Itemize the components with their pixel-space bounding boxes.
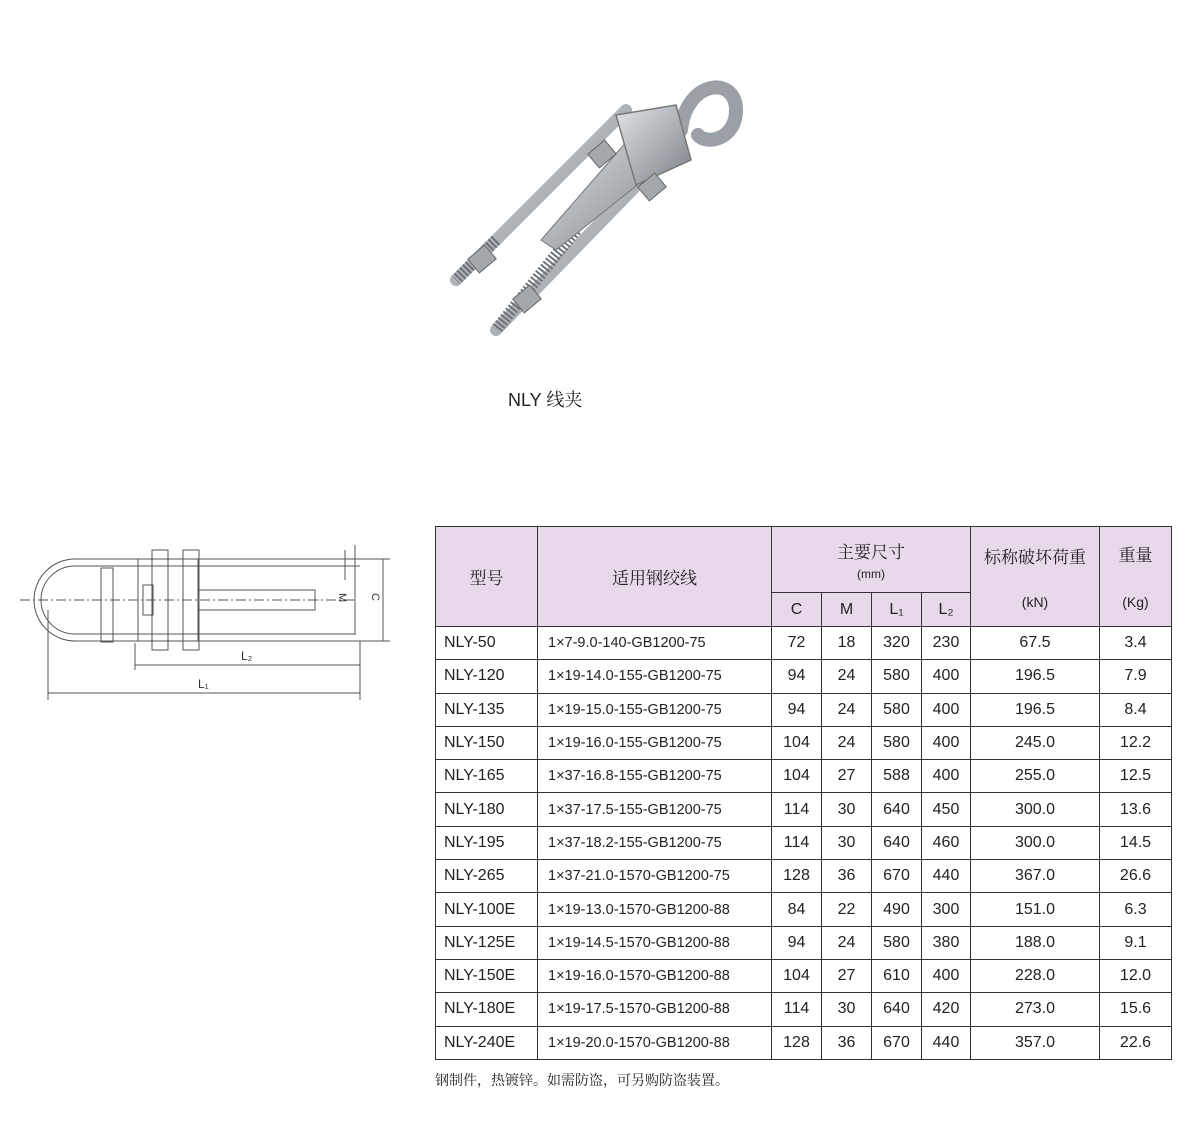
cell-model: NLY-120 <box>436 660 538 693</box>
cell-m: 24 <box>822 926 872 959</box>
table-row <box>436 926 1172 959</box>
cell-c: 94 <box>772 660 822 693</box>
cell-l2: 440 <box>922 860 971 893</box>
cell-load: 245.0 <box>971 726 1100 759</box>
cell-model: NLY-125E <box>436 926 538 959</box>
header-l1: L₁ <box>872 593 922 627</box>
cell-model: NLY-50 <box>436 627 538 660</box>
cell-weight: 12.5 <box>1100 760 1172 793</box>
cell-strand: 1×19-15.0-155-GB1200-75 <box>538 693 772 726</box>
cell-l2: 420 <box>922 993 971 1026</box>
cell-strand: 1×37-21.0-1570-GB1200-75 <box>538 860 772 893</box>
cell-model: NLY-150 <box>436 726 538 759</box>
cell-model: NLY-165 <box>436 760 538 793</box>
cell-weight: 22.6 <box>1100 1026 1172 1059</box>
table-row <box>436 660 1172 693</box>
cell-weight: 12.0 <box>1100 959 1172 992</box>
cell-m: 22 <box>822 893 872 926</box>
cell-l2: 230 <box>922 627 971 660</box>
header-l2: L₂ <box>922 593 971 627</box>
cell-strand: 1×37-18.2-155-GB1200-75 <box>538 826 772 859</box>
dim-label-l2: L₂ <box>241 649 253 663</box>
cell-l2: 400 <box>922 760 971 793</box>
cell-strand: 1×19-17.5-1570-GB1200-88 <box>538 993 772 1026</box>
cell-weight: 7.9 <box>1100 660 1172 693</box>
table-row <box>436 693 1172 726</box>
cell-weight: 26.6 <box>1100 860 1172 893</box>
cell-weight: 8.4 <box>1100 693 1172 726</box>
cell-c: 104 <box>772 959 822 992</box>
cell-l2: 400 <box>922 660 971 693</box>
product-photo <box>436 50 766 350</box>
cell-c: 114 <box>772 793 822 826</box>
cell-l2: 380 <box>922 926 971 959</box>
cell-c: 94 <box>772 693 822 726</box>
cell-load: 151.0 <box>971 893 1100 926</box>
cell-l2: 440 <box>922 1026 971 1059</box>
cell-l1: 320 <box>872 627 922 660</box>
cell-strand: 1×7-9.0-140-GB1200-75 <box>538 627 772 660</box>
cell-m: 30 <box>822 993 872 1026</box>
cell-l1: 670 <box>872 1026 922 1059</box>
cell-l1: 580 <box>872 926 922 959</box>
table-row <box>436 826 1172 859</box>
cell-strand: 1×37-16.8-155-GB1200-75 <box>538 760 772 793</box>
cell-weight: 9.1 <box>1100 926 1172 959</box>
header-model: 型号 <box>436 527 538 627</box>
cell-l1: 640 <box>872 993 922 1026</box>
cell-c: 94 <box>772 926 822 959</box>
cell-weight: 3.4 <box>1100 627 1172 660</box>
cell-c: 128 <box>772 1026 822 1059</box>
cell-weight: 6.3 <box>1100 893 1172 926</box>
cell-load: 255.0 <box>971 760 1100 793</box>
cell-weight: 14.5 <box>1100 826 1172 859</box>
cell-model: NLY-180 <box>436 793 538 826</box>
cell-model: NLY-150E <box>436 959 538 992</box>
table-row <box>436 627 1172 660</box>
cell-m: 36 <box>822 1026 872 1059</box>
technical-drawing <box>15 535 405 710</box>
cell-l1: 580 <box>872 693 922 726</box>
cell-m: 24 <box>822 660 872 693</box>
cell-l1: 640 <box>872 793 922 826</box>
cell-model: NLY-135 <box>436 693 538 726</box>
spec-table <box>435 526 1172 1060</box>
header-dimensions: 主要尺寸 (mm) <box>772 527 971 593</box>
table-row <box>436 860 1172 893</box>
cell-c: 72 <box>772 627 822 660</box>
product-caption: NLY 线夹 <box>508 390 583 410</box>
cell-weight: 13.6 <box>1100 793 1172 826</box>
cell-m: 24 <box>822 693 872 726</box>
header-weight: 重量 (Kg) <box>1100 527 1172 627</box>
footnote: 钢制件，热镀锌。如需防盗，可另购防盗装置。 <box>435 1072 729 1088</box>
cell-c: 104 <box>772 760 822 793</box>
table-row <box>436 793 1172 826</box>
table-row <box>436 993 1172 1026</box>
cell-c: 114 <box>772 993 822 1026</box>
cell-m: 30 <box>822 793 872 826</box>
cell-load: 196.5 <box>971 660 1100 693</box>
header-load: 标称破坏荷重 (kN) <box>971 527 1100 627</box>
table-row <box>436 726 1172 759</box>
cell-strand: 1×37-17.5-155-GB1200-75 <box>538 793 772 826</box>
cell-model: NLY-265 <box>436 860 538 893</box>
cell-strand: 1×19-16.0-155-GB1200-75 <box>538 726 772 759</box>
cell-load: 67.5 <box>971 627 1100 660</box>
cell-l1: 580 <box>872 726 922 759</box>
cell-l1: 588 <box>872 760 922 793</box>
cell-l1: 580 <box>872 660 922 693</box>
cell-m: 30 <box>822 826 872 859</box>
header-m: M <box>822 593 872 627</box>
cell-load: 228.0 <box>971 959 1100 992</box>
cell-strand: 1×19-20.0-1570-GB1200-88 <box>538 1026 772 1059</box>
cell-load: 357.0 <box>971 1026 1100 1059</box>
cell-load: 367.0 <box>971 860 1100 893</box>
cell-load: 273.0 <box>971 993 1100 1026</box>
cell-m: 18 <box>822 627 872 660</box>
cell-l2: 400 <box>922 693 971 726</box>
cell-load: 196.5 <box>971 693 1100 726</box>
cell-model: NLY-180E <box>436 993 538 1026</box>
cell-load: 188.0 <box>971 926 1100 959</box>
table-row <box>436 760 1172 793</box>
table-row <box>436 1026 1172 1059</box>
cell-l1: 490 <box>872 893 922 926</box>
cell-weight: 15.6 <box>1100 993 1172 1026</box>
cell-model: NLY-195 <box>436 826 538 859</box>
cell-l2: 460 <box>922 826 971 859</box>
cell-weight: 12.2 <box>1100 726 1172 759</box>
cell-c: 84 <box>772 893 822 926</box>
cell-load: 300.0 <box>971 826 1100 859</box>
cell-l1: 640 <box>872 826 922 859</box>
cell-m: 27 <box>822 959 872 992</box>
cell-model: NLY-100E <box>436 893 538 926</box>
cell-m: 36 <box>822 860 872 893</box>
header-c: C <box>772 593 822 627</box>
cell-l2: 400 <box>922 959 971 992</box>
cell-c: 114 <box>772 826 822 859</box>
dim-label-m: M <box>336 593 348 603</box>
dim-label-l1: L₁ <box>198 677 209 691</box>
cell-load: 300.0 <box>971 793 1100 826</box>
cell-c: 104 <box>772 726 822 759</box>
cell-strand: 1×19-13.0-1570-GB1200-88 <box>538 893 772 926</box>
table-row <box>436 959 1172 992</box>
cell-strand: 1×19-14.0-155-GB1200-75 <box>538 660 772 693</box>
cell-strand: 1×19-16.0-1570-GB1200-88 <box>538 959 772 992</box>
cell-model: NLY-240E <box>436 1026 538 1059</box>
cell-c: 128 <box>772 860 822 893</box>
cell-l2: 450 <box>922 793 971 826</box>
cell-l2: 300 <box>922 893 971 926</box>
cell-strand: 1×19-14.5-1570-GB1200-88 <box>538 926 772 959</box>
table-row <box>436 893 1172 926</box>
cell-m: 27 <box>822 760 872 793</box>
cell-l1: 670 <box>872 860 922 893</box>
header-strand: 适用钢绞线 <box>538 527 772 627</box>
cell-m: 24 <box>822 726 872 759</box>
cell-l1: 610 <box>872 959 922 992</box>
dim-label-c: C <box>369 593 381 601</box>
cell-l2: 400 <box>922 726 971 759</box>
